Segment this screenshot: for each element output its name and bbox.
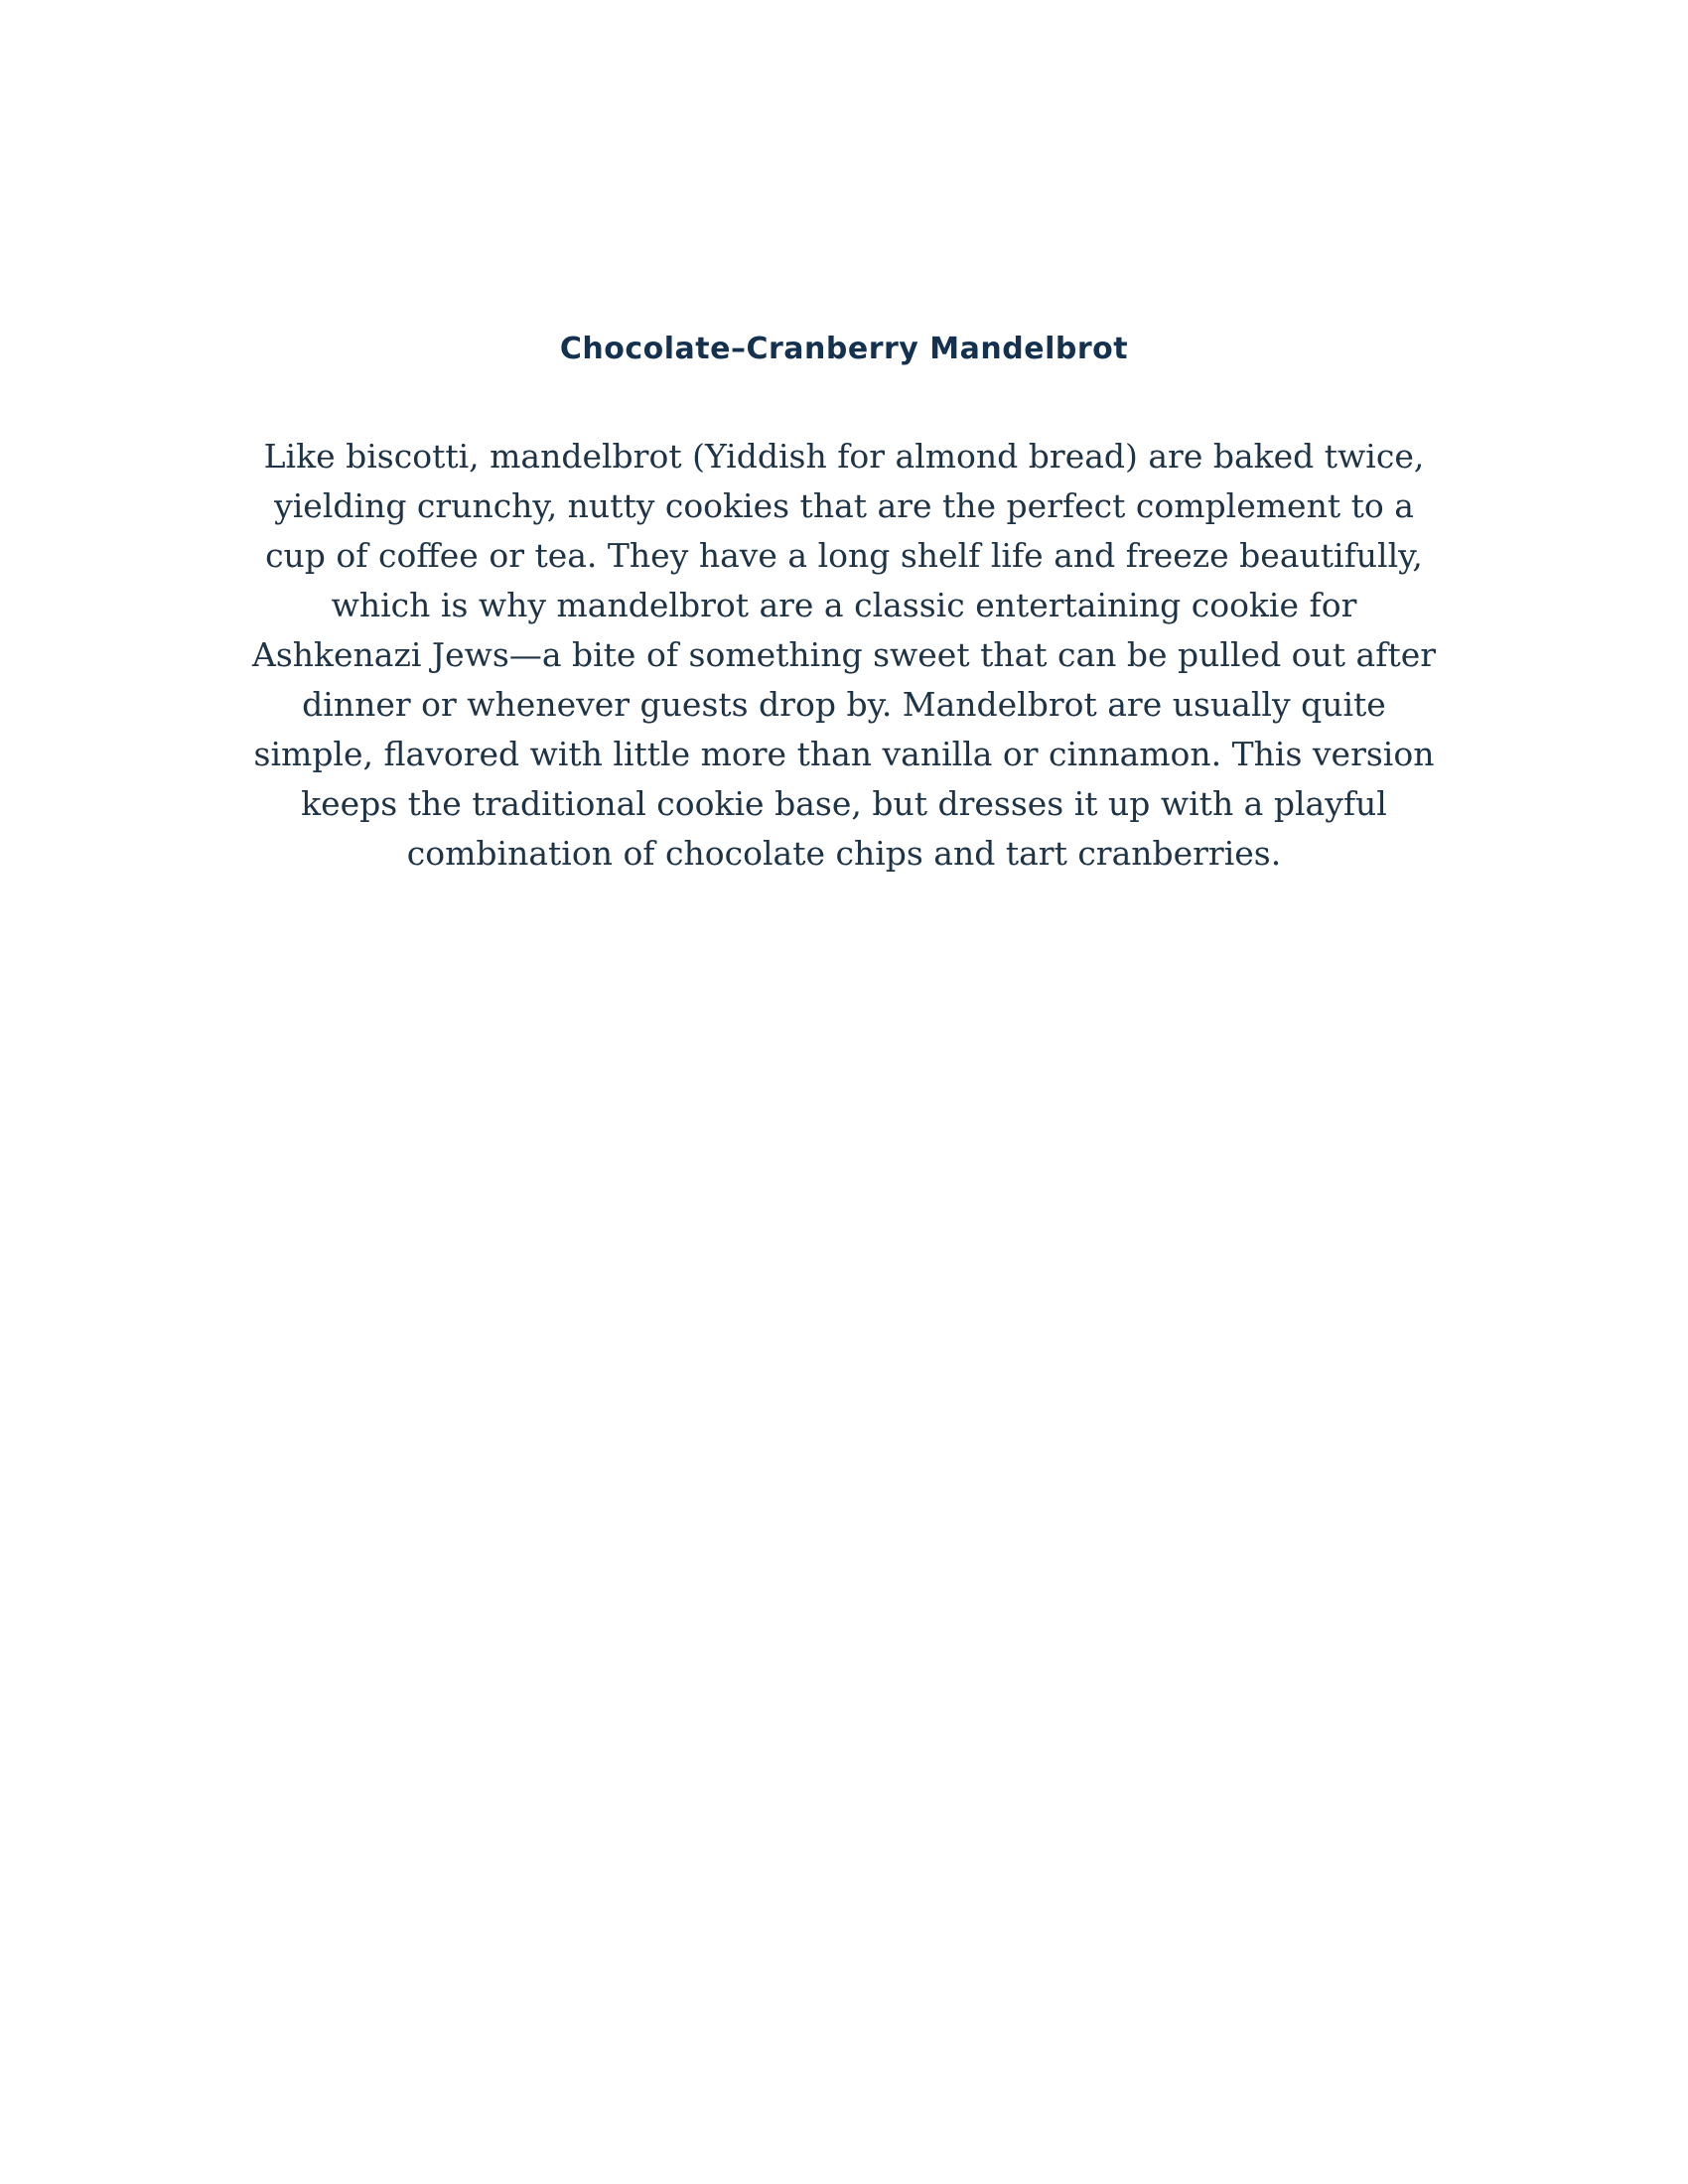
- intro-line: which is why mandelbrot are a classic entertaining cookie for: [331, 586, 1357, 624]
- intro-line: combination of chocolate chips and tart cranberries.: [406, 834, 1282, 873]
- intro-line: yielding crunchy, nutty cookies that are the perfect complement to a: [274, 486, 1414, 525]
- intro-line: Like biscotti, mandelbrot (Yiddish for almond bread) are baked twice,: [263, 437, 1425, 476]
- intro-line: Ashkenazi Jews—a bite of something sweet that can be pulled out after: [251, 635, 1437, 674]
- intro-line: simple, flavored with little more than vanilla or cinnamon. This version: [253, 735, 1435, 773]
- intro-line: dinner or whenever guests drop by. Mandelbrot are usually quite: [302, 685, 1386, 724]
- intro-line: keeps the traditional cookie base, but dresses it up with a playful: [301, 784, 1387, 823]
- recipe-intro-paragraph: [199, 432, 1489, 879]
- intro-line: cup of coffee or tea. They have a long shelf life and freeze beautifully,: [265, 536, 1423, 575]
- recipe-title: Chocolate–Cranberry Mandelbrot: [559, 332, 1129, 366]
